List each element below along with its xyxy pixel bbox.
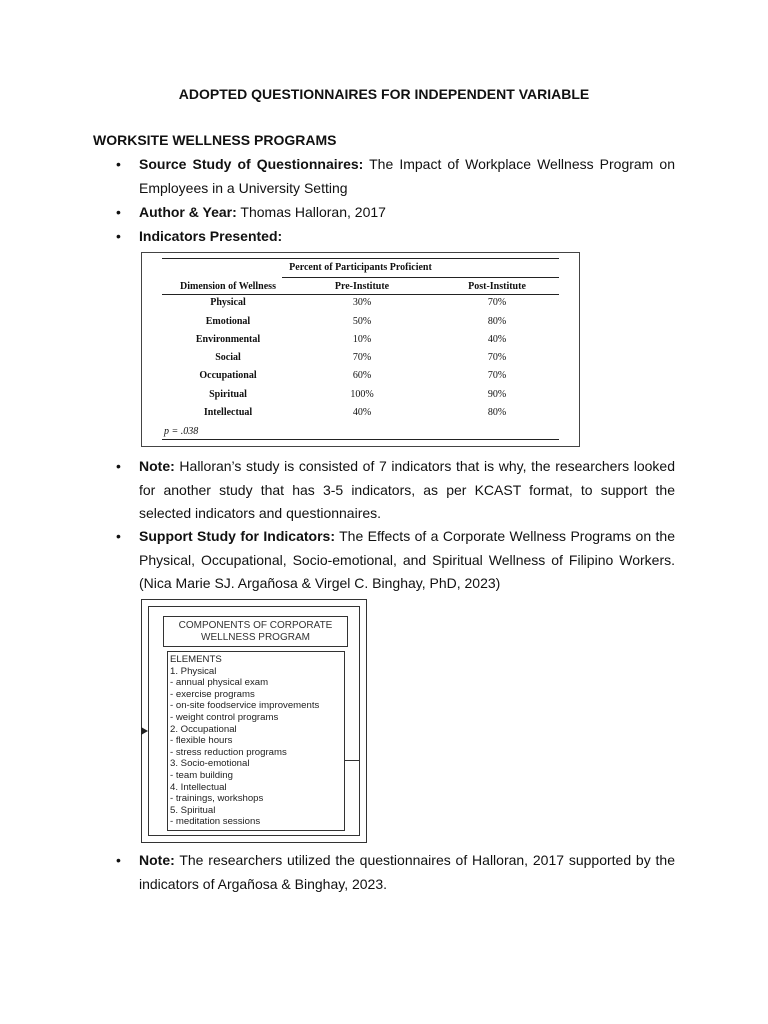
list-item: - on-site foodservice improvements bbox=[170, 700, 320, 712]
bullet-note-halloran bbox=[139, 455, 675, 526]
list-item: 5. Spiritual bbox=[170, 804, 216, 816]
list-item: 2. Occupational bbox=[170, 723, 237, 735]
bullet-text: The Effects of a Corporate Wellness Programs on the Physical, Occupational, Socio-emotional, and Spiritual Wellness of Filipino Workers. (Nica Marie SJ. Argañosa & Virgel C. Binghay, PhD, 2023) bbox=[139, 528, 675, 591]
table-cell: 70% bbox=[487, 370, 507, 381]
bullet-label: Indicators Presented: bbox=[139, 228, 283, 244]
table-cell: Occupational bbox=[199, 370, 257, 381]
table-cell: 100% bbox=[350, 389, 374, 400]
arrow-icon bbox=[141, 727, 148, 735]
components-figure bbox=[141, 599, 367, 843]
table-span-header: Percent of Participants Proficient bbox=[289, 262, 432, 273]
table-rule bbox=[162, 439, 559, 440]
table-cell: 40% bbox=[487, 334, 507, 345]
table-cell: 60% bbox=[352, 370, 372, 381]
table-cell: 70% bbox=[352, 352, 372, 363]
list-item: - trainings, workshops bbox=[170, 793, 264, 805]
table-header: Dimension of Wellness bbox=[180, 281, 276, 292]
bullet-note-utilized bbox=[139, 849, 675, 896]
table-cell: Emotional bbox=[205, 316, 251, 327]
list-item: - weight control programs bbox=[170, 711, 279, 723]
list-item: 4. Intellectual bbox=[170, 781, 227, 793]
list-item: - team building bbox=[170, 769, 233, 781]
bullet-indicators bbox=[139, 225, 675, 249]
page-title: ADOPTED QUESTIONNAIRES FOR INDEPENDENT VARIABLE bbox=[178, 86, 590, 102]
bullet-text: Thomas Halloran, 2017 bbox=[236, 204, 386, 220]
table-rule bbox=[282, 277, 559, 278]
bullet-label: Note: bbox=[139, 852, 175, 868]
section-title: WORKSITE WELLNESS PROGRAMS bbox=[93, 132, 337, 148]
table-cell: 90% bbox=[487, 389, 507, 400]
table-header: Pre-Institute bbox=[334, 281, 390, 292]
table-header: Post-Institute bbox=[468, 281, 526, 292]
components-heading bbox=[163, 616, 348, 647]
components-list bbox=[167, 651, 345, 831]
table-cell: Intellectual bbox=[203, 407, 253, 418]
list-item: 1. Physical bbox=[170, 665, 217, 677]
list-item: - stress reduction programs bbox=[170, 746, 287, 758]
table-cell: 70% bbox=[487, 297, 507, 308]
bullet-source-study bbox=[139, 153, 675, 200]
table-cell: Social bbox=[215, 352, 241, 363]
bullet-text: The Impact of Workplace Wellness Program on Employees in a University Setting bbox=[139, 156, 675, 196]
bullet-label: Support Study for Indicators: bbox=[139, 528, 335, 544]
table-cell: 30% bbox=[352, 297, 372, 308]
list-item: - annual physical exam bbox=[170, 677, 269, 689]
table-rule bbox=[162, 294, 559, 295]
table-cell: 10% bbox=[352, 334, 372, 345]
list-item: ELEMENTS bbox=[170, 654, 222, 665]
list-item: - meditation sessions bbox=[170, 816, 261, 828]
table-cell: Environmental bbox=[195, 334, 261, 345]
table-rule bbox=[162, 258, 559, 259]
bullet-text: The researchers utilized the questionnaires of Halloran, 2017 supported by the indicators of Argañosa & Binghay, 2023. bbox=[139, 852, 675, 892]
bullet-label: Author & Year: bbox=[139, 204, 237, 220]
bullet-label: Source Study of Questionnaires: bbox=[139, 156, 364, 172]
list-item: - exercise programs bbox=[170, 688, 255, 700]
wellness-table-figure bbox=[141, 252, 580, 447]
bullet-support-study bbox=[139, 525, 675, 596]
table-cell: 50% bbox=[352, 316, 372, 327]
table-cell: 40% bbox=[352, 407, 372, 418]
table-cell: Spiritual bbox=[209, 389, 247, 400]
table-cell: Physical bbox=[210, 297, 246, 308]
components-heading-line: COMPONENTS OF CORPORATE bbox=[178, 620, 333, 631]
table-cell: 70% bbox=[487, 352, 507, 363]
list-item: - flexible hours bbox=[170, 735, 233, 747]
table-cell: 80% bbox=[487, 316, 507, 327]
list-item: 3. Socio-emotional bbox=[170, 758, 250, 770]
bullet-text: Halloran’s study is consisted of 7 indicators that is why, the researchers looked for another study that has 3-5 indicators, as per KCAST format, to support the selected indicators and questionnaires. bbox=[139, 458, 675, 521]
bullet-author-year bbox=[139, 201, 675, 225]
table-cell: 80% bbox=[487, 407, 507, 418]
components-heading-line: WELLNESS PROGRAM bbox=[201, 632, 310, 643]
connector-line bbox=[344, 760, 360, 761]
bullet-label: Note: bbox=[139, 458, 175, 474]
table-footnote: p = .038 bbox=[164, 426, 199, 437]
